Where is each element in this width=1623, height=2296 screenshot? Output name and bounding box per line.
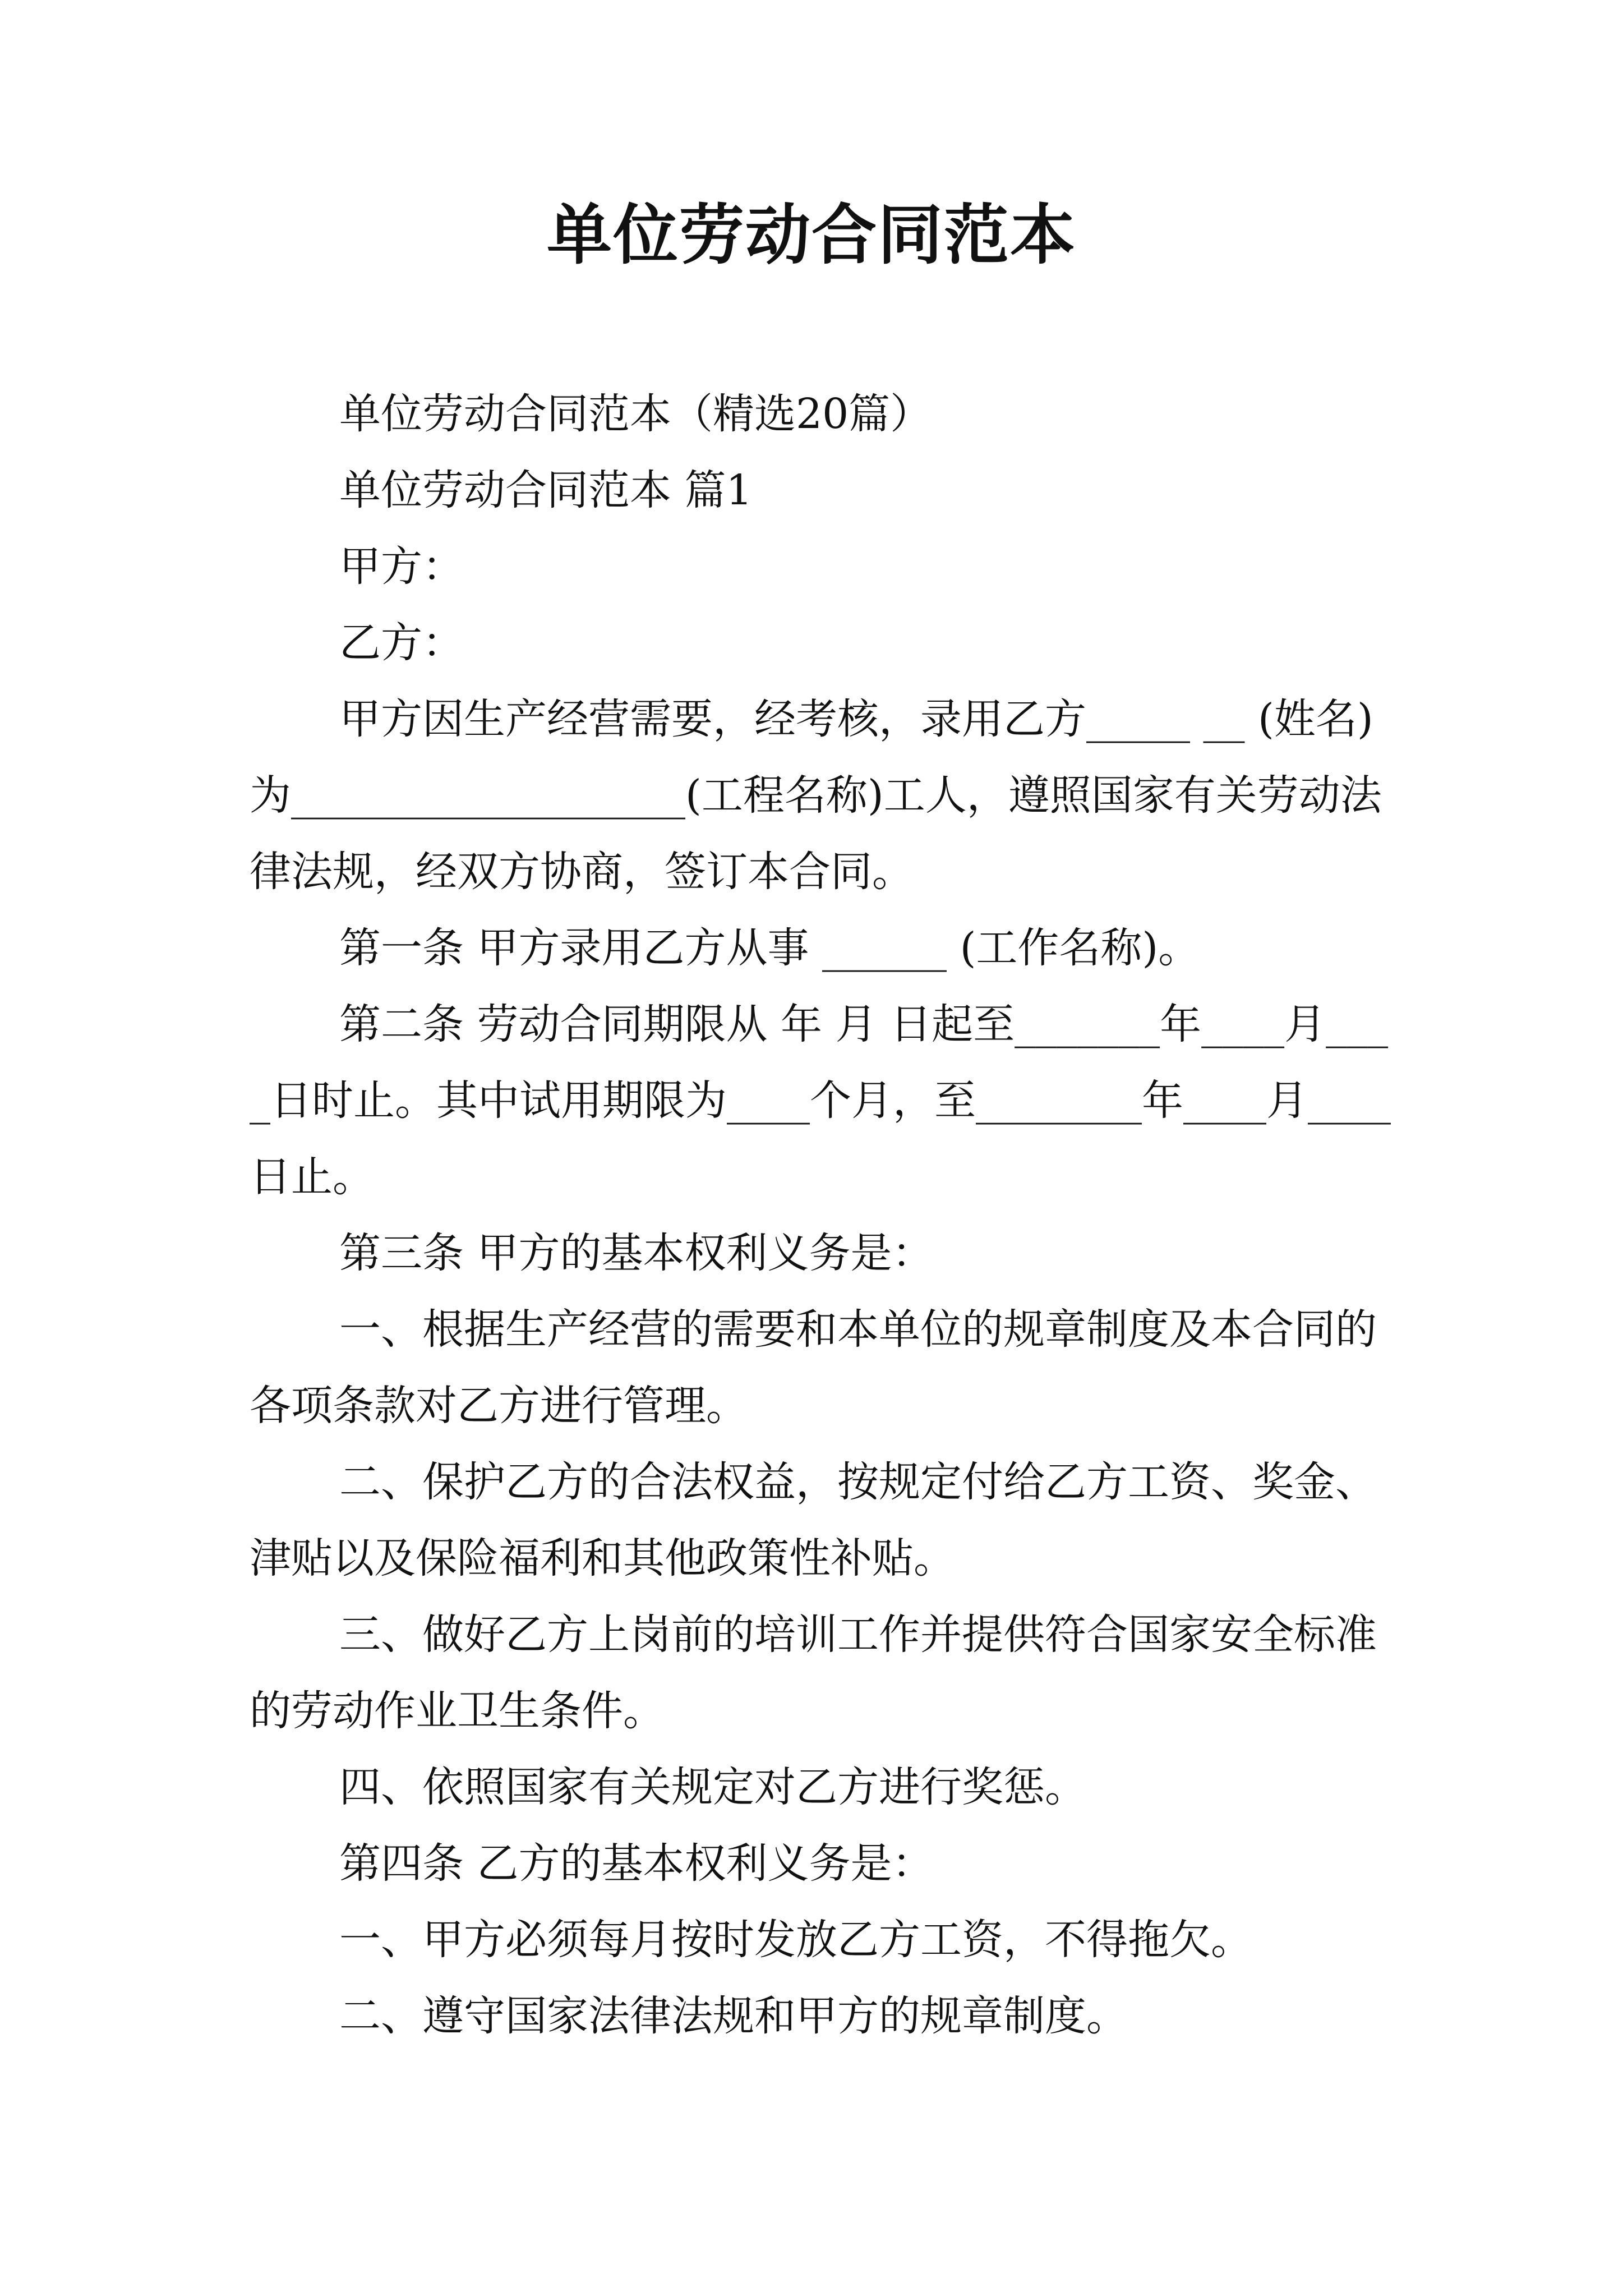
paragraph-article-3-item-1: 一、根据生产经营的需要和本单位的规章制度及本合同的各项条款对乙方进行管理。 (250, 1305, 1377, 1430)
paragraph-section-heading: 单位劳动合同范本 篇1 (339, 466, 753, 514)
paragraph-article-3-item-3: 三、做好乙方上岗前的培训工作并提供符合国家安全标准的劳动作业卫生条件。 (250, 1611, 1377, 1735)
paragraph-article-3-item-2: 二、保护乙方的合法权益，按规定付给乙方工资、奖金、津贴以及保险福利和其他政策性补贴。 (250, 1458, 1377, 1582)
document-title: 单位劳动合同范本 (547, 197, 1076, 273)
paragraph-article-3: 第三条 甲方的基本权利义务是： (339, 1229, 934, 1277)
paragraph-article-4-item-1: 一、甲方必须每月按时发放乙方工资，不得拖欠。 (339, 1916, 1252, 1964)
paragraph-subtitle: 单位劳动合同范本（精选20篇） (339, 390, 932, 438)
paragraph-preamble: 甲方因生产经营需要，经考核，录用乙方_____ __ (姓名)为___________________(工程名称)工人，遵照国家有关劳动法律法规，经双方协商，签订本合同。 (250, 695, 1382, 896)
paragraph-article-4: 第四条 乙方的基本权利义务是： (339, 1839, 934, 1888)
paragraph-party-a: 甲方： (339, 542, 464, 591)
paragraph-article-4-item-2: 二、遵守国家法律法规和甲方的规章制度。 (339, 1992, 1128, 2040)
paragraph-article-3-item-4: 四、依照国家有关规定对乙方进行奖惩。 (339, 1763, 1086, 1811)
document-body (250, 376, 1394, 2054)
paragraph-article-1: 第一条 甲方录用乙方从事 ______ (工作名称)。 (339, 924, 1200, 972)
paragraph-party-b: 乙方： (339, 619, 464, 667)
paragraph-article-2: 第二条 劳动合同期限从 年 月 日起至_______年____月____日时止。其中试用期限为____个月，至________年____月____日止。 (250, 1000, 1391, 1201)
